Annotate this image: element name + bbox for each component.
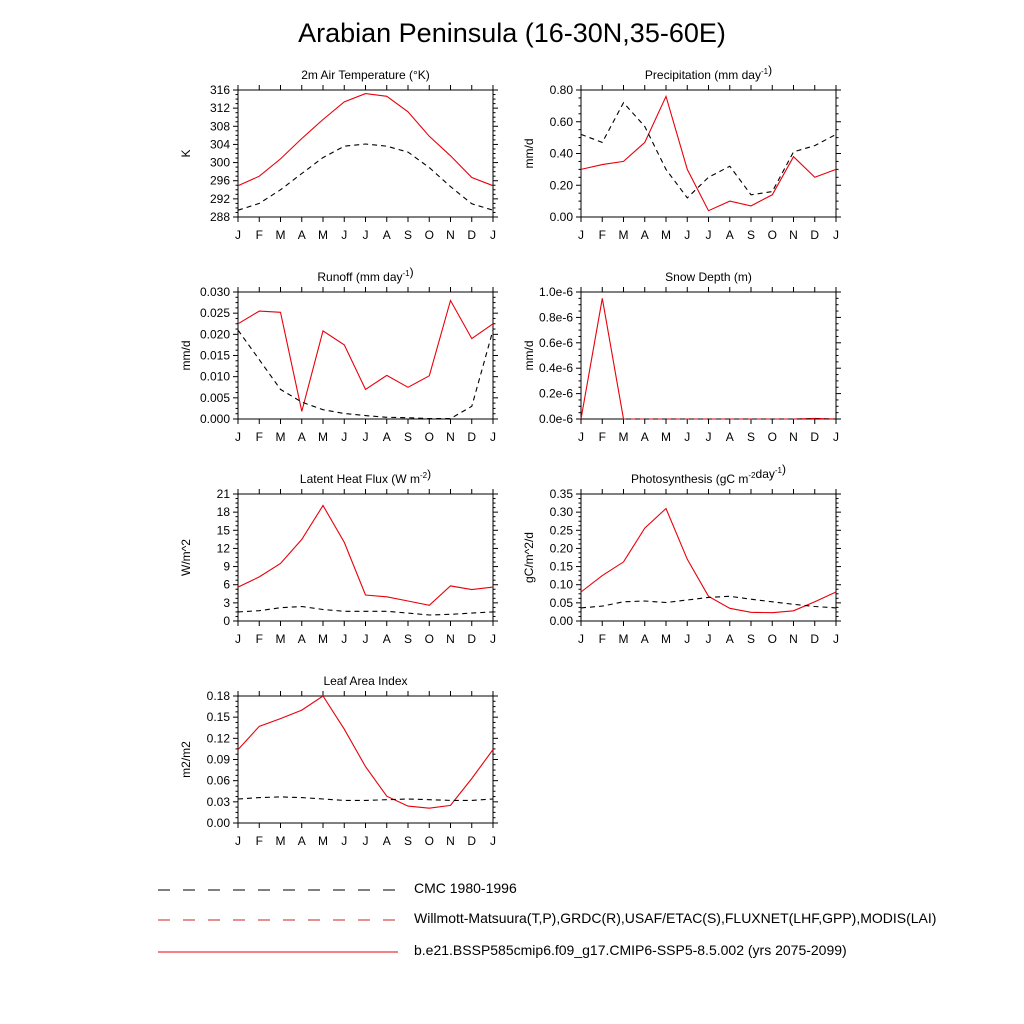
x-tick-label: N bbox=[446, 430, 455, 444]
y-axis-label: m2/m2 bbox=[179, 741, 193, 778]
y-tick-label: 0.4e-6 bbox=[538, 361, 573, 376]
legend-swatch-dashed-red-blue bbox=[158, 919, 398, 921]
x-tick-label: M bbox=[318, 228, 328, 242]
series-line-model bbox=[238, 696, 493, 808]
x-tick-label: J bbox=[684, 430, 691, 444]
x-tick-label: J bbox=[684, 228, 691, 242]
x-tick-label: N bbox=[446, 632, 455, 646]
legend-label: CMC 1980-1996 bbox=[414, 880, 517, 896]
x-tick-label: M bbox=[618, 632, 629, 646]
x-tick-label: S bbox=[403, 834, 413, 848]
x-tick-label: M bbox=[661, 228, 671, 242]
x-tick-label: J bbox=[578, 430, 584, 444]
x-tick-label: J bbox=[705, 632, 712, 646]
x-tick-label: M bbox=[661, 632, 671, 646]
x-tick-label: M bbox=[318, 834, 328, 848]
x-tick-label: D bbox=[810, 632, 820, 646]
y-tick-label: 288 bbox=[209, 210, 230, 224]
y-tick-label: 0.06 bbox=[206, 773, 230, 788]
x-tick-label: O bbox=[767, 430, 777, 444]
x-tick-label: M bbox=[318, 632, 328, 646]
series-line-model bbox=[581, 96, 836, 210]
x-tick-label: O bbox=[424, 430, 434, 444]
chart-panel-4 bbox=[522, 270, 841, 444]
y-axis-label: gC/m^2/d bbox=[522, 532, 536, 583]
y-tick-label: 0.030 bbox=[199, 285, 230, 299]
x-tick-label: M bbox=[275, 430, 286, 444]
x-tick-label: A bbox=[297, 834, 306, 848]
chart-panel-6 bbox=[522, 462, 841, 646]
y-tick-label: 316 bbox=[209, 83, 230, 97]
x-tick-label: J bbox=[833, 228, 839, 242]
y-tick-label: 0.05 bbox=[549, 595, 573, 610]
x-tick-label: S bbox=[746, 430, 756, 444]
y-tick-label: 0.025 bbox=[199, 306, 230, 321]
y-tick-label: 0 bbox=[223, 614, 230, 628]
y-tick-label: 0.000 bbox=[199, 412, 230, 426]
x-tick-label: J bbox=[341, 228, 348, 242]
x-tick-label: S bbox=[403, 430, 413, 444]
chart-panel-1 bbox=[179, 68, 498, 242]
x-tick-label: A bbox=[725, 632, 734, 646]
x-tick-label: J bbox=[235, 228, 241, 242]
x-tick-label: S bbox=[403, 632, 413, 646]
x-tick-label: J bbox=[490, 632, 496, 646]
chart-title-part: ) bbox=[768, 63, 773, 77]
x-tick-label: A bbox=[297, 632, 306, 646]
x-tick-label: M bbox=[618, 430, 629, 444]
x-tick-label: A bbox=[382, 430, 391, 444]
x-tick-label: O bbox=[424, 834, 434, 848]
series-line-model bbox=[238, 506, 493, 606]
x-tick-label: N bbox=[446, 834, 455, 848]
chart-title bbox=[317, 265, 413, 284]
y-tick-label: 0.2e-6 bbox=[538, 386, 573, 401]
chart-panel-5 bbox=[179, 467, 498, 646]
x-tick-label: M bbox=[618, 228, 629, 242]
x-tick-label: A bbox=[640, 228, 649, 242]
plot-frame bbox=[238, 494, 493, 621]
series-line-observed bbox=[581, 596, 836, 608]
x-tick-label: F bbox=[255, 632, 263, 646]
x-tick-label: A bbox=[640, 430, 649, 444]
x-tick-label: S bbox=[746, 632, 756, 646]
y-tick-label: 300 bbox=[209, 155, 230, 170]
plot-frame bbox=[238, 90, 493, 217]
y-tick-label: 0.15 bbox=[549, 559, 573, 574]
y-tick-label: 18 bbox=[216, 505, 230, 520]
x-tick-label: M bbox=[275, 834, 286, 848]
x-tick-label: A bbox=[382, 632, 391, 646]
y-axis-label: W/m^2 bbox=[179, 539, 193, 576]
chart-title-part: ) bbox=[782, 462, 786, 476]
x-tick-label: A bbox=[382, 834, 391, 848]
series-line-model bbox=[581, 298, 836, 419]
x-tick-label: D bbox=[467, 834, 477, 848]
y-tick-label: 0.30 bbox=[549, 505, 573, 520]
y-tick-label: 1.0e-6 bbox=[538, 285, 573, 299]
chart-title-part: Latent Heat Flux (W m bbox=[299, 472, 420, 486]
y-tick-label: 12 bbox=[216, 541, 230, 556]
x-tick-label: J bbox=[578, 632, 584, 646]
x-tick-label: A bbox=[725, 228, 734, 242]
x-tick-label: J bbox=[341, 834, 348, 848]
legend-swatch-solid-red bbox=[158, 951, 398, 953]
chart-title-part: Photosynthesis (gC m bbox=[631, 472, 749, 486]
chart-title bbox=[300, 467, 431, 486]
chart-title-part: Precipitation (mm day bbox=[644, 68, 761, 82]
y-tick-label: 6 bbox=[223, 577, 230, 592]
x-tick-label: J bbox=[705, 430, 712, 444]
x-tick-label: J bbox=[362, 228, 369, 242]
y-tick-label: 0.00 bbox=[549, 614, 573, 628]
series-line-observed bbox=[238, 797, 493, 801]
legend-label: Willmott-Matsuura(T,P),GRDC(R),USAF/ETAC(S),FLUXNET(LHF,GPP),MODIS(LAI) bbox=[414, 910, 937, 926]
chart-title-part: -2 bbox=[748, 471, 756, 480]
x-tick-label: N bbox=[789, 632, 798, 646]
y-tick-label: 0.0e-6 bbox=[538, 412, 573, 426]
x-tick-label: J bbox=[235, 430, 241, 444]
x-tick-label: J bbox=[833, 430, 839, 444]
chart-title-part: ) bbox=[409, 265, 414, 279]
chart-title-part: -1 bbox=[760, 67, 769, 76]
y-tick-label: 15 bbox=[216, 523, 230, 538]
series-line-observed bbox=[238, 144, 493, 210]
chart-panel-7 bbox=[179, 674, 498, 848]
series-line-observed bbox=[581, 103, 836, 198]
x-tick-label: A bbox=[382, 228, 391, 242]
y-tick-label: 0.35 bbox=[549, 487, 573, 501]
x-tick-label: J bbox=[362, 430, 369, 444]
x-tick-label: F bbox=[255, 430, 263, 444]
y-tick-label: 9 bbox=[223, 559, 230, 574]
series-line-observed bbox=[238, 607, 493, 616]
chart-title-part: -2 bbox=[419, 471, 428, 480]
y-tick-label: 0.20 bbox=[549, 178, 573, 193]
chart-title-part: -1 bbox=[774, 466, 782, 475]
x-tick-label: F bbox=[598, 632, 606, 646]
y-tick-label: 308 bbox=[209, 119, 230, 134]
x-tick-label: J bbox=[578, 228, 584, 242]
y-tick-label: 0.00 bbox=[549, 210, 573, 224]
y-tick-label: 0.20 bbox=[549, 541, 573, 556]
y-tick-label: 0.020 bbox=[199, 327, 230, 342]
chart-title-part: -1 bbox=[402, 269, 410, 278]
y-axis-label: K bbox=[179, 149, 193, 158]
y-tick-label: 0.80 bbox=[549, 83, 573, 97]
y-tick-label: 21 bbox=[216, 487, 230, 501]
y-tick-label: 0.12 bbox=[206, 731, 230, 746]
x-tick-label: D bbox=[810, 430, 820, 444]
chart-panel-2 bbox=[522, 63, 841, 242]
x-tick-label: N bbox=[789, 430, 798, 444]
x-tick-label: J bbox=[235, 632, 241, 646]
chart-title: 2m Air Temperature (°K) bbox=[301, 68, 430, 82]
x-tick-label: F bbox=[598, 430, 606, 444]
chart-title-part: ) bbox=[427, 467, 432, 481]
page-title: Arabian Peninsula (16-30N,35-60E) bbox=[298, 18, 726, 48]
x-tick-label: M bbox=[275, 228, 286, 242]
x-tick-label: M bbox=[275, 632, 286, 646]
x-tick-label: O bbox=[424, 228, 434, 242]
x-tick-label: M bbox=[318, 430, 328, 444]
x-tick-label: J bbox=[684, 632, 691, 646]
x-tick-label: O bbox=[424, 632, 434, 646]
y-axis-label: mm/d bbox=[179, 340, 193, 371]
chart-panel-3 bbox=[179, 265, 498, 444]
y-axis-label: mm/d bbox=[522, 340, 536, 371]
y-tick-label: 0.005 bbox=[199, 390, 230, 405]
x-tick-label: D bbox=[467, 632, 477, 646]
x-tick-label: N bbox=[446, 228, 455, 242]
x-tick-label: J bbox=[833, 632, 839, 646]
plot-frame bbox=[238, 292, 493, 419]
y-tick-label: 0.00 bbox=[206, 816, 230, 830]
y-tick-label: 0.03 bbox=[206, 794, 230, 809]
x-tick-label: J bbox=[362, 834, 369, 848]
y-tick-label: 0.60 bbox=[549, 114, 573, 129]
series-line-model bbox=[238, 301, 493, 412]
x-tick-label: A bbox=[297, 430, 306, 444]
y-tick-label: 0.010 bbox=[199, 369, 230, 384]
series-line-model bbox=[238, 94, 493, 186]
x-tick-label: F bbox=[255, 834, 263, 848]
y-tick-label: 0.8e-6 bbox=[538, 310, 573, 325]
x-tick-label: J bbox=[490, 834, 496, 848]
x-tick-label: J bbox=[362, 632, 369, 646]
y-tick-label: 304 bbox=[209, 137, 230, 152]
x-tick-label: O bbox=[767, 632, 777, 646]
y-tick-label: 0.15 bbox=[206, 710, 230, 725]
chart-title: Snow Depth (m) bbox=[665, 270, 752, 284]
x-tick-label: J bbox=[490, 430, 496, 444]
y-tick-label: 0.09 bbox=[206, 752, 230, 767]
y-tick-label: 312 bbox=[209, 101, 230, 116]
y-tick-label: 3 bbox=[223, 595, 230, 610]
x-tick-label: N bbox=[789, 228, 798, 242]
y-axis-label: mm/d bbox=[522, 138, 536, 169]
y-tick-label: 296 bbox=[209, 173, 230, 188]
x-tick-label: J bbox=[341, 430, 348, 444]
x-tick-label: S bbox=[403, 228, 413, 242]
chart-title bbox=[645, 63, 772, 82]
x-tick-label: M bbox=[661, 430, 671, 444]
plot-frame bbox=[581, 90, 836, 217]
y-tick-label: 0.10 bbox=[549, 577, 573, 592]
plot-frame bbox=[238, 696, 493, 823]
x-tick-label: J bbox=[490, 228, 496, 242]
chart-title-part: Runoff (mm day bbox=[317, 270, 403, 284]
chart-title: Leaf Area Index bbox=[323, 674, 408, 688]
y-tick-label: 292 bbox=[209, 191, 230, 206]
x-tick-label: F bbox=[255, 228, 263, 242]
x-tick-label: A bbox=[640, 632, 649, 646]
legend-label: b.e21.BSSP585cmip6.f09_g17.CMIP6-SSP5-8.5.002 (yrs 2075-2099) bbox=[414, 942, 847, 958]
plot-frame bbox=[581, 494, 836, 621]
plot-frame bbox=[581, 292, 836, 419]
x-tick-label: J bbox=[341, 632, 348, 646]
x-tick-label: J bbox=[705, 228, 712, 242]
y-tick-label: 0.40 bbox=[549, 146, 573, 161]
x-tick-label: O bbox=[767, 228, 777, 242]
x-tick-label: F bbox=[598, 228, 606, 242]
series-line-observed bbox=[238, 330, 493, 419]
chart-title-part: day bbox=[755, 467, 775, 481]
legend-swatch-dashed-black bbox=[158, 889, 398, 891]
x-tick-label: D bbox=[467, 228, 477, 242]
x-tick-label: A bbox=[725, 430, 734, 444]
x-tick-label: J bbox=[235, 834, 241, 848]
y-tick-label: 0.015 bbox=[199, 348, 230, 363]
chart-title bbox=[631, 462, 786, 486]
x-tick-label: D bbox=[467, 430, 477, 444]
x-tick-label: D bbox=[810, 228, 820, 242]
y-tick-label: 0.6e-6 bbox=[538, 335, 573, 350]
y-tick-label: 0.18 bbox=[206, 689, 230, 703]
x-tick-label: S bbox=[746, 228, 756, 242]
x-tick-label: A bbox=[297, 228, 306, 242]
y-tick-label: 0.25 bbox=[549, 523, 573, 538]
